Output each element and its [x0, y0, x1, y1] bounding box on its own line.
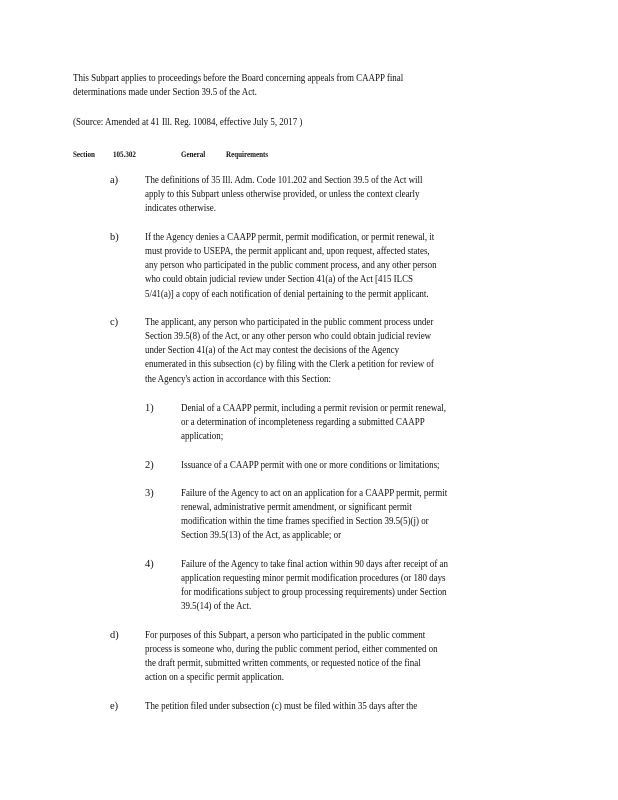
subitem-3-marker: 3) — [145, 488, 154, 499]
item-a-marker: a) — [110, 175, 119, 186]
subitem-4-line: application requesting minor permit modification procedures (or 180 days — [181, 573, 446, 584]
section-label: Section — [73, 149, 95, 159]
subitem-1-line: application; — [181, 431, 224, 442]
item-b-line: If the Agency denies a CAAPP permit, permit modification, or permit renewal, it — [145, 232, 435, 243]
item-d-line: process is someone who, during the public comment period, either commented on — [145, 644, 438, 655]
item-c-line: Section 39.5(8) of the Act, or any other person who could obtain judicial review — [145, 331, 432, 342]
item-a-line: indicates otherwise. — [145, 203, 216, 214]
subitem-1-line: or a determination of incompleteness regarding a submitted CAAPP — [181, 417, 425, 428]
section-number: 105.302 — [113, 149, 136, 159]
item-d-marker: d) — [110, 630, 119, 641]
item-b-line: 5/41(a)] a copy of each notification of denial pertaining to the permit applicant. — [145, 289, 429, 300]
item-b-marker: b) — [110, 232, 119, 243]
subitem-3-line: modification within the time frames specified in Section 39.5(5)(j) or — [181, 516, 429, 527]
item-d-line: action on a specific permit application. — [145, 672, 284, 683]
subitem-2-marker: 2) — [145, 460, 154, 471]
subitem-3-line: renewal, administrative permit amendment, or significant permit — [181, 502, 412, 513]
item-e-line: The petition filed under subsection (c) must be filed within 35 days after the — [145, 701, 418, 712]
item-a-line: apply to this Subpart unless otherwise provided, or unless the context clearly — [145, 189, 420, 200]
subitem-4-line: 39.5(14) of the Act. — [181, 601, 252, 612]
section-title-word-2: Requirements — [226, 149, 269, 159]
subitem-4-line: for modifications subject to group processing requirements) under Section — [181, 587, 447, 598]
subitem-3-line: Section 39.5(13) of the Act, as applicable; or — [181, 530, 342, 541]
item-b-line: any person who participated in the public comment process, and any other person — [145, 260, 437, 271]
subitem-4-marker: 4) — [145, 559, 154, 570]
item-b-line: who could obtain judicial review under Section 41(a) of the Act [415 ILCS — [145, 274, 414, 285]
item-c-line: The applicant, any person who participated in the public comment process under — [145, 317, 434, 328]
item-c-line: under Section 41(a) of the Act may contest the decisions of the Agency — [145, 345, 400, 356]
item-d-line: the draft permit, submitted written comments, or requested notice of the final — [145, 658, 421, 669]
subitem-3-line: Failure of the Agency to act on an application for a CAAPP permit, permit — [181, 488, 448, 499]
item-c-marker: c) — [110, 317, 119, 328]
subitem-2-line: Issuance of a CAAPP permit with one or more conditions or limitations; — [181, 460, 440, 471]
intro-line-1: This Subpart applies to proceedings before the Board concerning appeals from CAAPP final — [73, 73, 404, 84]
source-note: (Source: Amended at 41 Ill. Reg. 10084, effective July 5, 2017 ) — [73, 117, 303, 128]
item-b-line: must provide to USEPA, the permit applicant and, upon request, affected states, — [145, 246, 430, 257]
item-a-line: The definitions of 35 Ill. Adm. Code 101.202 and Section 39.5 of the Act will — [145, 175, 423, 186]
item-c-line: the Agency's action in accordance with this Section: — [145, 374, 331, 385]
subitem-1-line: Denial of a CAAPP permit, including a permit revision or permit renewal, — [181, 403, 446, 414]
subitem-4-line: Failure of the Agency to take final action within 90 days after receipt of an — [181, 559, 449, 570]
item-d-line: For purposes of this Subpart, a person who participated in the public comment — [145, 630, 426, 641]
intro-line-2: determinations made under Section 39.5 of the Act. — [73, 87, 257, 98]
subitem-1-marker: 1) — [145, 403, 154, 414]
section-title-word-1: General — [181, 149, 206, 159]
item-e-marker: e) — [110, 701, 119, 712]
item-c-line: enumerated in this subsection (c) by filing with the Clerk a petition for review of — [145, 359, 434, 370]
